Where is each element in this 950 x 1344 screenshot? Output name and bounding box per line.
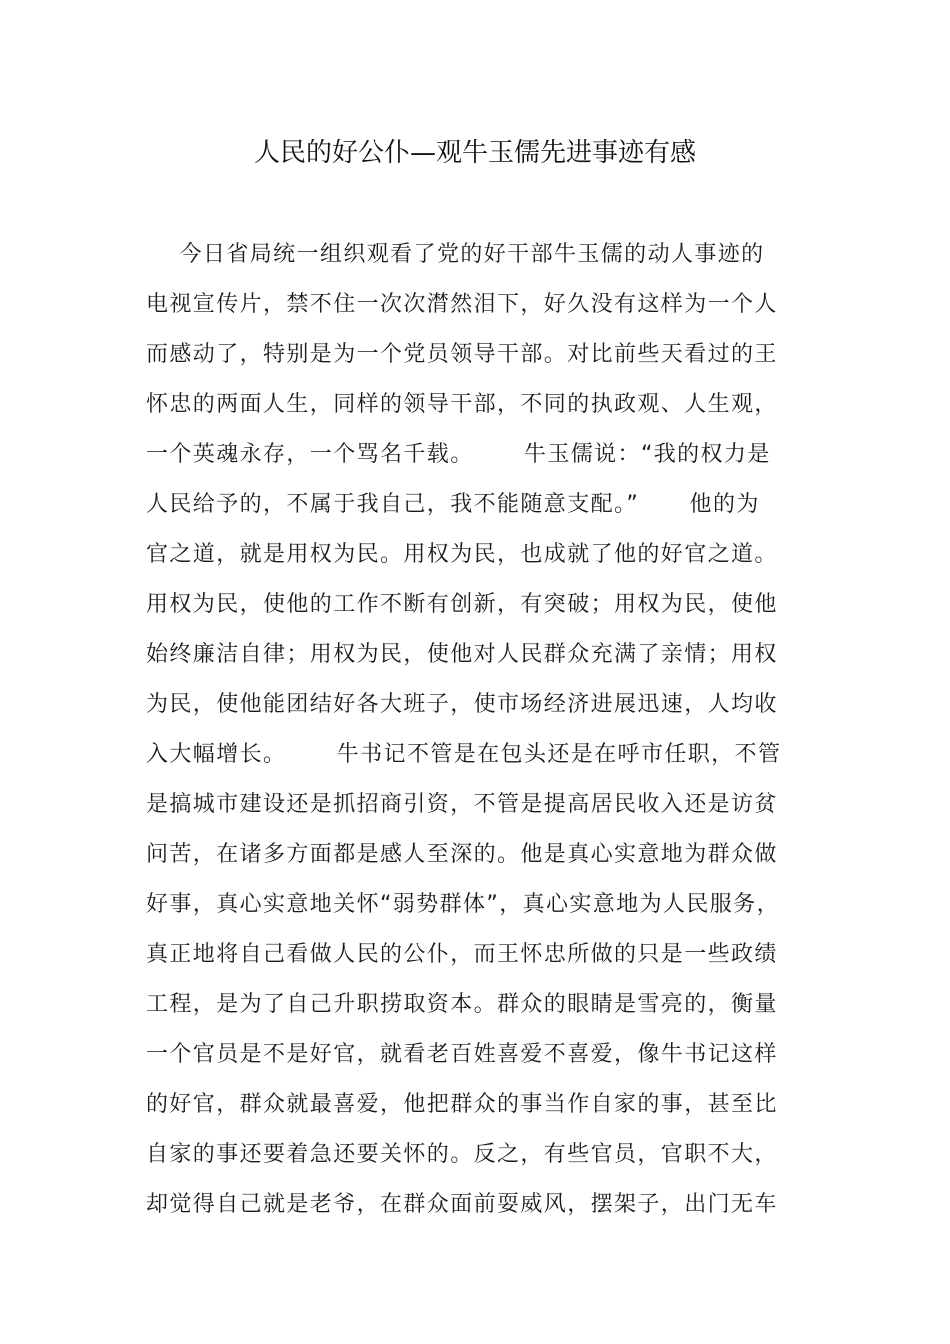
body-line: 一个官员是不是好官，就看老百姓喜爱不喜爱，像牛书记这样: [146, 1042, 778, 1067]
body-line: 始终廉洁自律；用权为民，使他对人民群众充满了亲情；用权: [146, 642, 778, 667]
body-line: 为民，使他能团结好各大班子，使市场经济进展迅速，人均收: [146, 692, 778, 717]
body-line: 今日省局统一组织观看了党的好干部牛玉儒的动人事迹的: [146, 242, 765, 267]
body-line: 真正地将自己看做人民的公仆，而王怀忠所做的只是一些政绩: [146, 942, 778, 967]
body-line: 的好官，群众就最喜爱，他把群众的事当作自家的事，甚至比: [146, 1092, 778, 1117]
body-line: 入大幅增长。 牛书记不管是在包头还是在呼市任职，不管: [146, 742, 782, 767]
document-title: 人民的好公仆—观牛玉儒先进事迹有感: [253, 138, 696, 168]
body-line: 是搞城市建设还是抓招商引资，不管是提高居民收入还是访贫: [146, 792, 778, 817]
body-line: 电视宣传片，禁不住一次次潸然泪下，好久没有这样为一个人: [146, 292, 778, 317]
body-line: 用权为民，使他的工作不断有创新，有突破；用权为民，使他: [146, 592, 778, 617]
body-line: 好事，真心实意地关怀“弱势群体”，真心实意地为人民服务，: [146, 892, 780, 917]
body-line: 自家的事还要着急还要关怀的。反之，有些官员，官职不大，: [146, 1142, 778, 1167]
body-line: 问苦，在诸多方面都是感人至深的。他是真心实意地为群众做: [146, 842, 778, 867]
document-body: [146, 230, 836, 1230]
body-line: 却觉得自己就是老爷，在群众面前耍威风，摆架子，出门无车: [146, 1192, 778, 1217]
body-line: 怀忠的两面人生，同样的领导干部，不同的执政观、人生观，: [146, 392, 778, 417]
body-line: 而感动了，特别是为一个党员领导干部。对比前些天看过的王: [146, 342, 778, 367]
body-line: 工程，是为了自己升职捞取资本。群众的眼睛是雪亮的，衡量: [146, 992, 778, 1017]
body-line: 人民给予的，不属于我自己，我不能随意支配。” 他的为: [146, 492, 760, 517]
body-line: 官之道，就是用权为民。用权为民，也成就了他的好官之道。: [146, 542, 778, 567]
body-line: 一个英魂永存，一个骂名千载。 牛玉儒说：“我的权力是: [146, 442, 771, 467]
